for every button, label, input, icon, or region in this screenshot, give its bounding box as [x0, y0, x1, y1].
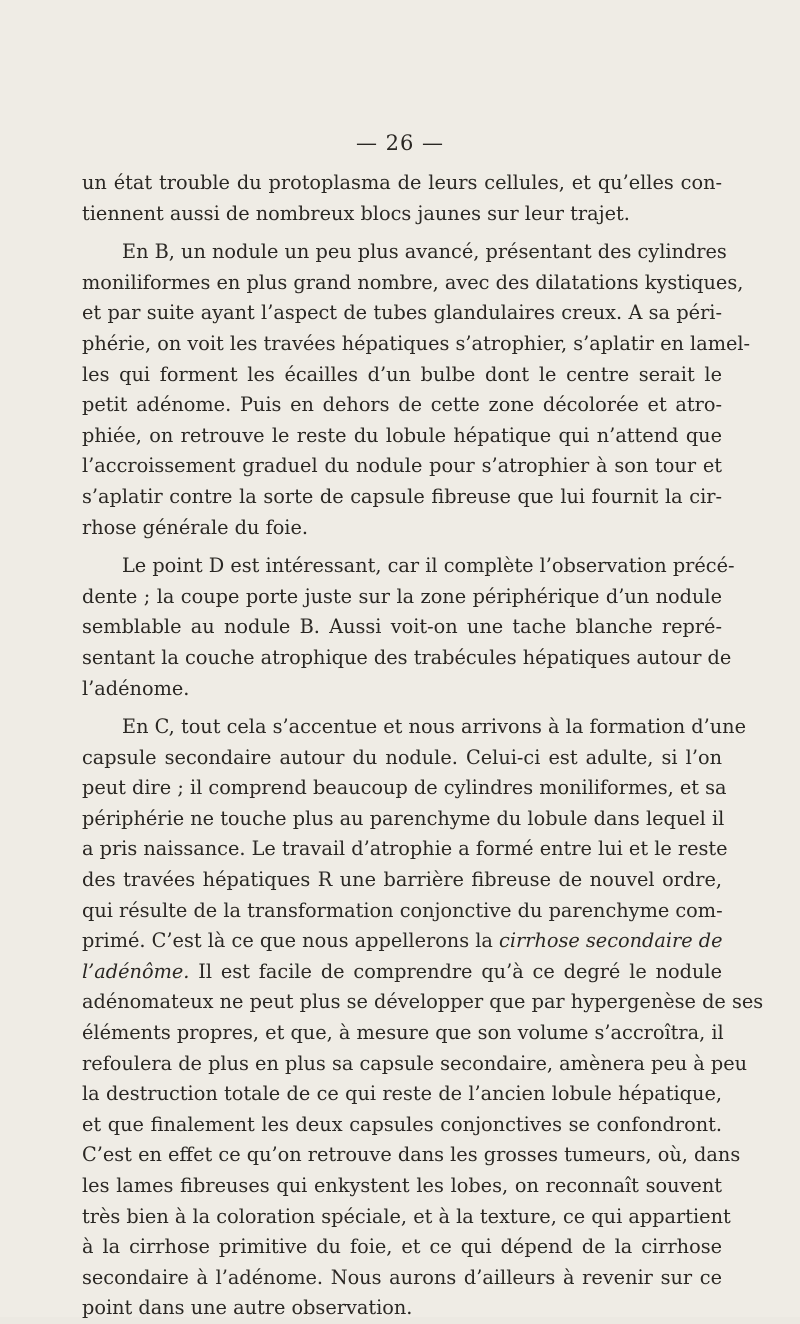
text-fragment: primé. C’est là ce que nous appellerons la — [82, 929, 493, 953]
text-line: Le point D est intéressant, car il complète l’observation précé- — [122, 554, 735, 578]
italic-term: cirrhose secondaire de — [499, 929, 723, 953]
text-line: moniliformes en plus grand nombre, avec des dilatations kystiques, — [82, 270, 744, 294]
text-line: En B, un nodule un peu plus avancé, présentant des cylindres — [122, 240, 727, 264]
text-line: éléments propres, et que, à mesure que son volume s’accroîtra, il — [82, 1021, 724, 1045]
text-fragment: Il est facile de comprendre qu’à ce degré le nodule — [189, 959, 722, 983]
text-line: très bien à la coloration spéciale, et à la texture, ce qui appartient — [82, 1204, 731, 1228]
text-line: les qui forment les écailles d’un bulbe dont le centre serait le — [82, 362, 722, 386]
paragraph-4 — [82, 712, 764, 1324]
page-number: — 26 — — [355, 131, 445, 155]
text-line: rhose générale du foie. — [82, 515, 309, 539]
italic-term: l’adénôme. — [82, 959, 190, 983]
text-line: et que finalement les deux capsules conjonctives se confondront. — [82, 1112, 722, 1136]
text-line: refoulera de plus en plus sa capsule secondaire, amènera peu à peu — [82, 1051, 748, 1075]
text-line: un état trouble du protoplasma de leurs cellules, et qu’elles con- — [82, 171, 722, 194]
text-line: peut dire ; il comprend beaucoup de cylindres moniliformes, et sa — [82, 776, 727, 800]
text-line: C’est en effet ce qu’on retrouve dans les grosses tumeurs, où, dans — [82, 1143, 741, 1167]
text-line: point dans une autre observation. — [82, 1296, 413, 1320]
paragraph-2 — [82, 237, 751, 543]
text-line: petit adénome. Puis en dehors de cette zone décolorée et atro- — [82, 393, 722, 417]
text-line: dente ; la coupe porte juste sur la zone périphérique d’un nodule — [82, 584, 722, 608]
text-line: phiée, on retrouve le reste du lobule hépatique qui n’attend que — [82, 423, 722, 447]
paragraph-1 — [82, 168, 722, 229]
text-line: phérie, on voit les travées hépatiques s’atrophier, s’aplatir en lamel- — [82, 331, 751, 355]
text-line — [82, 926, 722, 957]
body-text — [82, 168, 764, 1324]
text-line: périphérie ne touche plus au parenchyme du lobule dans lequel il — [82, 806, 725, 830]
text-line: l’adénome. — [82, 676, 190, 700]
text-line: des travées hépatiques R une barrière fibreuse de nouvel ordre, — [82, 868, 722, 892]
text-line: l’accroissement graduel du nodule pour s’atrophier à son tour et — [82, 454, 722, 478]
text-line: capsule secondaire autour du nodule. Celui-ci est adulte, si l’on — [82, 745, 722, 769]
text-line: a pris naissance. Le travail d’atrophie a formé entre lui et le reste — [82, 837, 728, 861]
text-line: la destruction totale de ce qui reste de l’ancien lobule hépatique, — [82, 1082, 722, 1106]
text-line: qui résulte de la transformation conjonctive du parenchyme com- — [82, 898, 723, 922]
text-line: adénomateux ne peut plus se développer que par hypergenèse de ses — [82, 990, 764, 1014]
text-line: secondaire à l’adénome. Nous aurons d’ailleurs à revenir sur ce — [82, 1265, 722, 1289]
text-line: tiennent aussi de nombreux blocs jaunes sur leur trajet. — [82, 201, 630, 225]
text-line: les lames fibreuses qui enkystent les lobes, on reconnaît souvent — [82, 1174, 722, 1197]
text-line: semblable au nodule B. Aussi voit-on une tache blanche repré- — [82, 615, 722, 639]
text-line: En C, tout cela s’accentue et nous arrivons à la formation d’une — [122, 715, 746, 739]
text-line — [82, 957, 722, 988]
text-line: sentant la couche atrophique des trabécules hépatiques autour de — [82, 645, 732, 669]
text-line: à la cirrhose primitive du foie, et ce qui dépend de la cirrhose — [82, 1235, 722, 1259]
text-line: s’aplatir contre la sorte de capsule fibreuse que lui fournit la cir- — [82, 484, 722, 508]
text-line: et par suite ayant l’aspect de tubes glandulaires creux. A sa péri- — [82, 301, 722, 325]
paragraph-3 — [82, 551, 735, 704]
